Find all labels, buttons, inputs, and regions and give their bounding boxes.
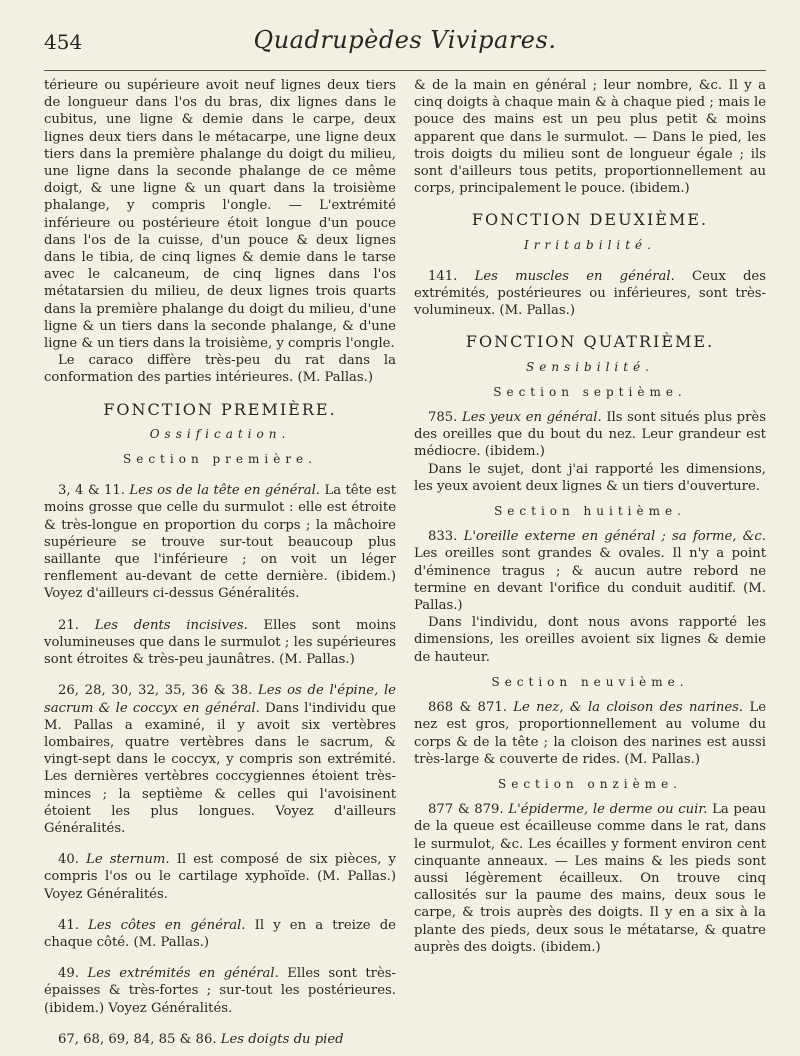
section-heading: Section huitième.: [494, 504, 686, 519]
page-number: 454: [44, 30, 83, 54]
entry-text: Ils sont situés plus près des oreilles que du bout du nez. Leur grandeur est médiocre. (ibidem.): [414, 410, 766, 460]
entry-text: Il y en a treize de chaque côté. (M. Pallas.): [44, 917, 396, 950]
section-heading: Section septième.: [493, 384, 687, 399]
entry-continued-last-line: [44, 1031, 396, 1048]
entry-text: Ceux des extrémités, postérieures ou inférieures, sont très-volumineux. (M. Pallas.): [414, 268, 767, 319]
entry-text: La tête est moins grosse que celle du surmulot : elle est étroite & très-longue en proportion du corps ; la mâchoire supérieure se trouve sur-tout beaucoup plus saillante que l'inférieure ; on voit un léger renflement au-devant de cette dernière. (ibidem.) Voyez d'ailleurs ci-dessus Généralités.: [44, 483, 396, 602]
entry: [44, 917, 396, 951]
sub-heading: Sensibilité.: [526, 359, 654, 374]
entry-text: Dans l'individu que M. Pallas a examiné, il y avoit six vertèbres lombaires, quatre vertèbres dans le sacrum, & vingt-sept dans le coccyx, y compris son extrémité. Les dernières vertèbres coccygiennes étoient très-minces ; la septième & celles qui l'avoisinent étoient les plus longues. Voyez d'ailleurs Généralités.: [44, 700, 396, 836]
entry-text: Les oreilles sont grandes & ovales. Il n'y a point d'éminence tragus ; & aucun autre rebord ne termine en devant l'orifice du conduit auditif. (M. Pallas.): [414, 546, 766, 614]
entry-title: Les muscles en général.: [474, 268, 675, 284]
fonction-heading: FONCTION DEUXIÈME.: [471, 210, 709, 230]
section-heading: Section première.: [123, 452, 317, 467]
entry-title: Les dents incisives.: [94, 617, 248, 633]
fonction-heading: FONCTION QUATRIÈME.: [465, 332, 715, 352]
entry-number: 785.: [428, 410, 458, 426]
intro-paragraph: térieure ou supérieure avoit neuf lignes deux tiers de longueur dans l'os du bras, dix lignes dans le cubitus, une ligne & demie dans le carpe, deux lignes deux tiers dans le métacarpe, une ligne deux tiers dans la première phalange du doigt du milieu, une ligne dans la seconde phalange de ce même doigt, & une ligne & un quart dans la troisième phalange, y compris l'ongle. — L'extrémité inférieure ou postérieure étoit longue d'un pouce dans l'os de la cuisse, d'un pouce & deux lignes dans le tibia, de cinq lignes & demie dans le tarse avec le calcaneum, de cinq lignes dans l'os métatarsien du milieu, de deux lignes trois quarts dans la première phalange du doigt du milieu, d'une ligne & un tiers dans la seconde phalange, & d'une ligne & un tiers dans la troisième, y compris l'ongle.: [44, 78, 396, 352]
entry-title: L'oreille externe en général ; sa forme, &c.: [463, 529, 766, 545]
entry-paragraph: Dans le sujet, dont j'ai rapporté les dimensions, les yeux avoient deux lignes & un tiers d'ouverture.: [414, 461, 766, 494]
entry-title: Le nez, & la cloison des narines.: [513, 700, 744, 716]
entry-title: Les os de la tête en général.: [129, 483, 320, 499]
entry-text: Il est composé de six pièces, y compris l'os ou le cartilage xyphoïde. (M. Pallas.) Voyez Généralités.: [44, 852, 396, 902]
entry-number: 67, 68, 69, 84, 85 & 86.: [58, 1031, 217, 1047]
entry-title: Les os de l'épine, le sacrum & le coccyx en général.: [44, 683, 396, 716]
running-title: Quadrupèdes Vivipares.: [253, 26, 557, 54]
two-column-body: [44, 77, 766, 1048]
entry: [414, 528, 766, 614]
entry: [44, 617, 396, 669]
entry-title: Les côtes en général.: [88, 917, 246, 933]
entry: [414, 699, 766, 768]
entry-text: Elles sont très-épaisses & très-fortes ; sur-tout les postérieures. (ibidem.) Voyez Généralités.: [44, 966, 396, 1016]
entry: [414, 801, 766, 956]
entry-continuation: & de la main en général ; leur nombre, &c. Il y a cinq doigts à chaque main & à chaque pied ; mais le pouce des mains est un peu plus petit & moins apparent que dans le surmulot. — Dans le pied, les trois doigts du milieu sont de longueur égale ; ils sont d'ailleurs tous petits, proportionnellement au corps, principalement le pouce. (ibidem.): [414, 78, 766, 197]
entry: [414, 268, 766, 320]
section-heading: Section neuvième.: [491, 674, 689, 689]
entry: [44, 682, 396, 837]
fonction-heading: FONCTION PREMIÈRE.: [103, 399, 337, 419]
entry-text: Le nez est gros, proportionnellement au volume du corps & de la tête ; la cloison des narines est aussi très-large & couverte de rides. (M. Pallas.): [414, 700, 766, 767]
entry-paragraph: Dans l'individu, dont nous avons rapporté les dimensions, les oreilles avoient six lignes & demie de hauteur.: [414, 615, 766, 665]
entry-number: 141.: [428, 268, 458, 284]
entry-number: 41.: [58, 917, 79, 933]
sub-heading: Irritabilité.: [524, 237, 656, 252]
right-column: [414, 77, 766, 1048]
entry-number: 21.: [58, 617, 79, 633]
entry-title: L'épiderme, le derme ou cuir.: [508, 802, 708, 818]
section-heading: Section onzième.: [498, 776, 682, 791]
entry-text: La peau de la queue est écailleuse comme dans le rat, dans le surmulot, &c. Les écailles y forment environ cent cinquante anneaux. — Les mains & les pieds sont aussi légèrement écailleux. On trouve cinq callosités sur la paume des mains, deux sous le carpe, & trois auprès des doigts. Il y en a six à la plante des pieds, deux sous le métatarse, & quatre auprès des doigts. (ibidem.): [414, 802, 766, 955]
running-head: [44, 26, 766, 71]
entry-number: 868 & 871.: [428, 700, 507, 716]
entry-number: 40.: [58, 852, 79, 868]
entry-title: Les doigts du pied: [220, 1031, 344, 1047]
entry-number: 877 & 879.: [428, 802, 504, 818]
entry-text: Elles sont moins volumineuses que dans le surmulot ; les supérieures sont étroites & très-peu jaunâtres. (M. Pallas.): [44, 617, 396, 668]
entry-number: 26, 28, 30, 32, 35, 36 & 38.: [58, 683, 253, 699]
entry: [44, 851, 396, 903]
entry-number: 49.: [58, 966, 79, 982]
sub-heading: Ossification.: [149, 426, 291, 441]
intro-paragraph: Le caraco diffère très-peu du rat dans la conformation des parties intérieures. (M. Pallas.): [44, 353, 396, 386]
entry: [414, 409, 766, 461]
left-column: [44, 77, 396, 1048]
entry-title: Le sternum.: [86, 852, 170, 868]
entry-title: Les extrémités en général.: [87, 966, 279, 982]
entry-number: 3, 4 & 11.: [58, 483, 125, 499]
entry: [44, 965, 396, 1017]
entry: [44, 482, 396, 602]
entry-title: Les yeux en général.: [461, 410, 602, 426]
entry-number: 833.: [428, 529, 458, 545]
